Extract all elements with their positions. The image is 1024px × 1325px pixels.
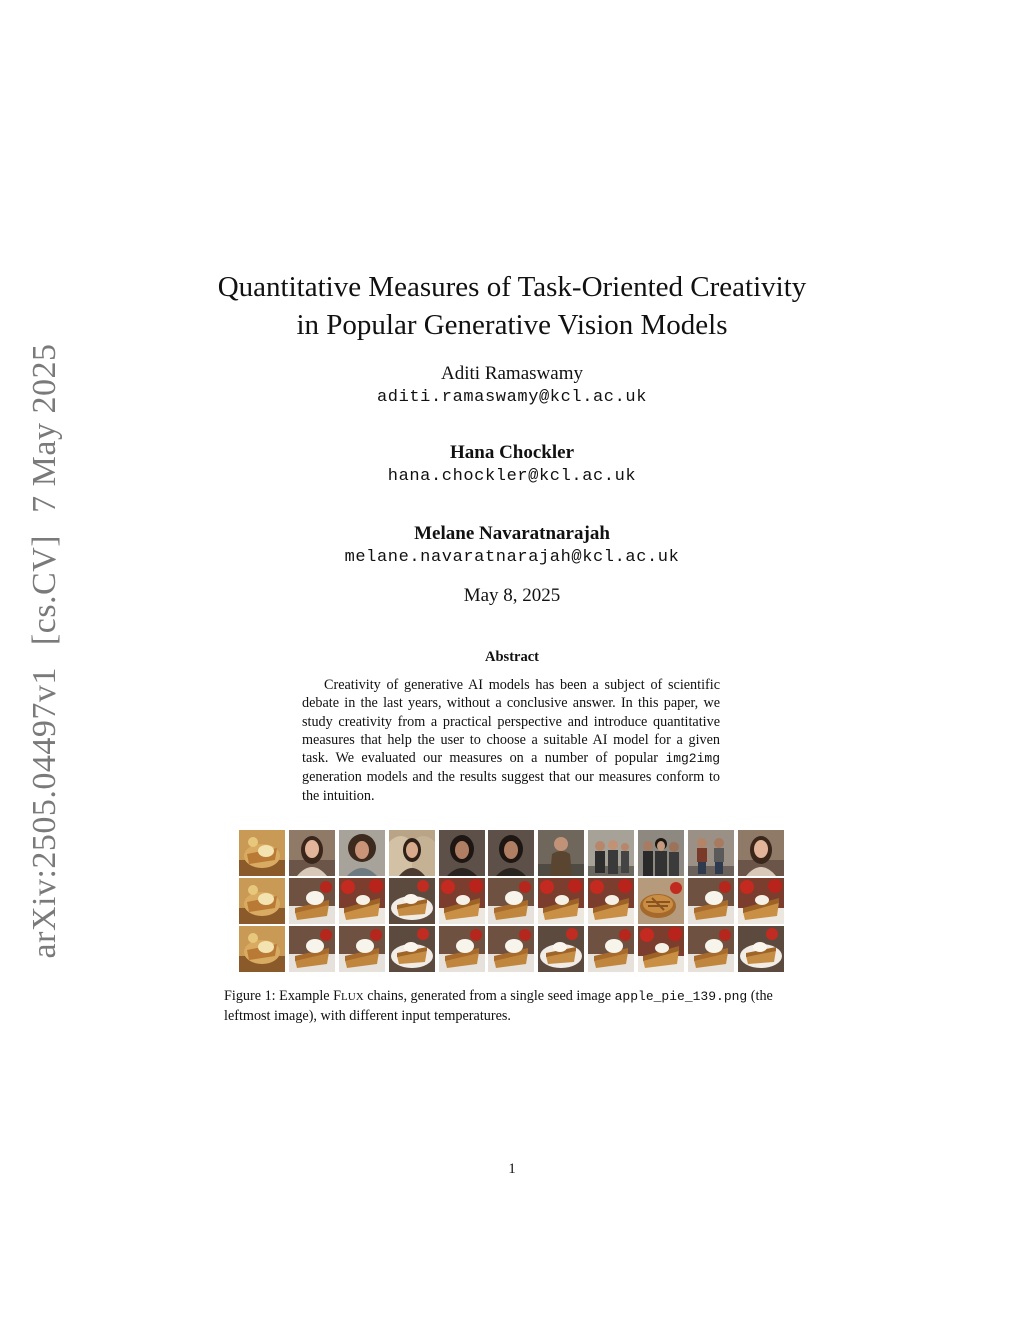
- figure-thumbnail-seed-pie: [239, 926, 285, 972]
- thumbnail-image: [389, 830, 435, 876]
- thumbnail-image: [488, 830, 534, 876]
- figure-thumbnail-woman-curly: [339, 830, 385, 876]
- caption-prefix: Figure 1: Example F: [224, 988, 342, 1004]
- figure-thumbnail-men-walking: [688, 830, 734, 876]
- thumbnail-image: [688, 926, 734, 972]
- thumbnail-image: [738, 830, 784, 876]
- figure-thumbnail-woman-dark: [439, 830, 485, 876]
- figure-thumbnail-pie-slice-cream: [688, 878, 734, 924]
- author-name: Melane Navaratnarajah: [414, 523, 610, 544]
- figure-thumbnail-whole-pie: [638, 878, 684, 924]
- thumbnail-image: [738, 878, 784, 924]
- thumbnail-image: [239, 926, 285, 972]
- author-email[interactable]: hana.chockler@kcl.ac.uk: [387, 467, 637, 486]
- thumbnail-image: [289, 878, 335, 924]
- figure-thumbnail-pie-plate: [389, 878, 435, 924]
- thumbnail-image: [738, 926, 784, 972]
- figure-image-grid: [239, 830, 784, 972]
- figure-thumbnail-pie-slice-cream: [289, 926, 335, 972]
- figure-thumbnail-pie-slice-apples: [638, 926, 684, 972]
- figure-thumbnail-pie-slice-cream: [588, 926, 634, 972]
- thumbnail-image: [289, 926, 335, 972]
- caption-mid: chains, generated from a single seed image: [363, 988, 615, 1004]
- thumbnail-image: [538, 878, 584, 924]
- thumbnail-image: [688, 878, 734, 924]
- author-block-2: [0, 441, 1024, 489]
- thumbnail-image: [538, 926, 584, 972]
- thumbnail-image: [488, 878, 534, 924]
- abstract-code: img2img: [665, 751, 720, 767]
- figure-thumbnail-woman-portrait: [289, 830, 335, 876]
- figure-caption: [224, 987, 804, 1025]
- thumbnail-image: [538, 830, 584, 876]
- abstract-text-1: Creativity of generative AI models has been a subject of scientific debate in the last years, without a conclusive answer. In this paper, we study creativity from a practical perspective and introduce quantitative measures that help the user to choose a suitable AI model for a given task. We evaluated our measures on a number of popular: [302, 677, 720, 767]
- paper-date: May 8, 2025: [463, 585, 561, 606]
- caption-code: apple_pie_139.png: [614, 989, 748, 1004]
- figure-thumbnail-pie-slice-cream: [439, 926, 485, 972]
- figure-thumbnail-crowd-street: [638, 830, 684, 876]
- thumbnail-image: [439, 926, 485, 972]
- caption-suffix: (the leftmost image), with different input temperatures.: [224, 988, 773, 1024]
- thumbnail-image: [339, 878, 385, 924]
- author-email[interactable]: melane.navaratnarajah@kcl.ac.uk: [344, 548, 680, 567]
- thumbnail-image: [638, 878, 684, 924]
- figure-thumbnail-seed-pie: [239, 878, 285, 924]
- caption-flux-smallcaps: LUX: [341, 991, 364, 1003]
- thumbnail-image: [588, 830, 634, 876]
- figure-thumbnail-pie-slice-apples: [738, 878, 784, 924]
- figure-thumbnail-pie-slice-apples: [339, 878, 385, 924]
- arxiv-stamp: [26, 322, 64, 959]
- figure-thumbnail-woman-dark: [488, 830, 534, 876]
- arxiv-id: arXiv:2505.04497v1: [26, 667, 63, 959]
- thumbnail-image: [638, 926, 684, 972]
- figure-thumbnail-pie-plate: [538, 926, 584, 972]
- thumbnail-image: [439, 830, 485, 876]
- figure-thumbnail-pie-slice-cream: [339, 926, 385, 972]
- thumbnail-image: [439, 878, 485, 924]
- thumbnail-image: [588, 926, 634, 972]
- figure-thumbnail-pie-slice-cream: [488, 926, 534, 972]
- title-line-2: in Popular Generative Vision Models: [296, 309, 728, 341]
- figure-thumbnail-pie-slice-cream: [688, 926, 734, 972]
- figure-thumbnail-woman-arches: [389, 830, 435, 876]
- author-block-1: [0, 362, 1024, 410]
- author-name: Hana Chockler: [449, 442, 575, 463]
- figure-thumbnail-men-street: [588, 830, 634, 876]
- thumbnail-image: [289, 830, 335, 876]
- thumbnail-image: [638, 830, 684, 876]
- figure-thumbnail-seed-pie: [239, 830, 285, 876]
- thumbnail-image: [588, 878, 634, 924]
- paper-title: [0, 268, 1024, 344]
- figure-thumbnail-pie-slice-apples: [588, 878, 634, 924]
- thumbnail-image: [239, 878, 285, 924]
- thumbnail-image: [389, 926, 435, 972]
- figure-thumbnail-pie-slice-cream: [289, 878, 335, 924]
- thumbnail-image: [488, 926, 534, 972]
- abstract-heading: Abstract: [485, 649, 539, 665]
- arxiv-date: 7 May 2025: [26, 343, 63, 513]
- abstract-body: [302, 676, 720, 805]
- figure-thumbnail-pie-plate: [738, 926, 784, 972]
- thumbnail-image: [339, 830, 385, 876]
- author-email[interactable]: aditi.ramaswamy@kcl.ac.uk: [376, 388, 648, 407]
- figure-thumbnail-man-jacket: [538, 830, 584, 876]
- figure-thumbnail-pie-slice-apples: [538, 878, 584, 924]
- page-number: 1: [508, 1161, 516, 1177]
- figure-thumbnail-pie-plate: [389, 926, 435, 972]
- figure-thumbnail-pie-slice-cream: [488, 878, 534, 924]
- figure-thumbnail-pie-slice-apples: [439, 878, 485, 924]
- figure-thumbnail-woman-portrait: [738, 830, 784, 876]
- thumbnail-image: [688, 830, 734, 876]
- thumbnail-image: [339, 926, 385, 972]
- thumbnail-image: [389, 878, 435, 924]
- title-line-1: Quantitative Measures of Task-Oriented Creativity: [217, 271, 807, 303]
- author-name: Aditi Ramaswamy: [441, 363, 583, 384]
- author-block-3: [0, 522, 1024, 570]
- abstract-text-2: generation models and the results suggest that our measures conform to the intuition.: [302, 769, 720, 804]
- arxiv-category: [cs.CV]: [26, 534, 63, 646]
- thumbnail-image: [239, 830, 285, 876]
